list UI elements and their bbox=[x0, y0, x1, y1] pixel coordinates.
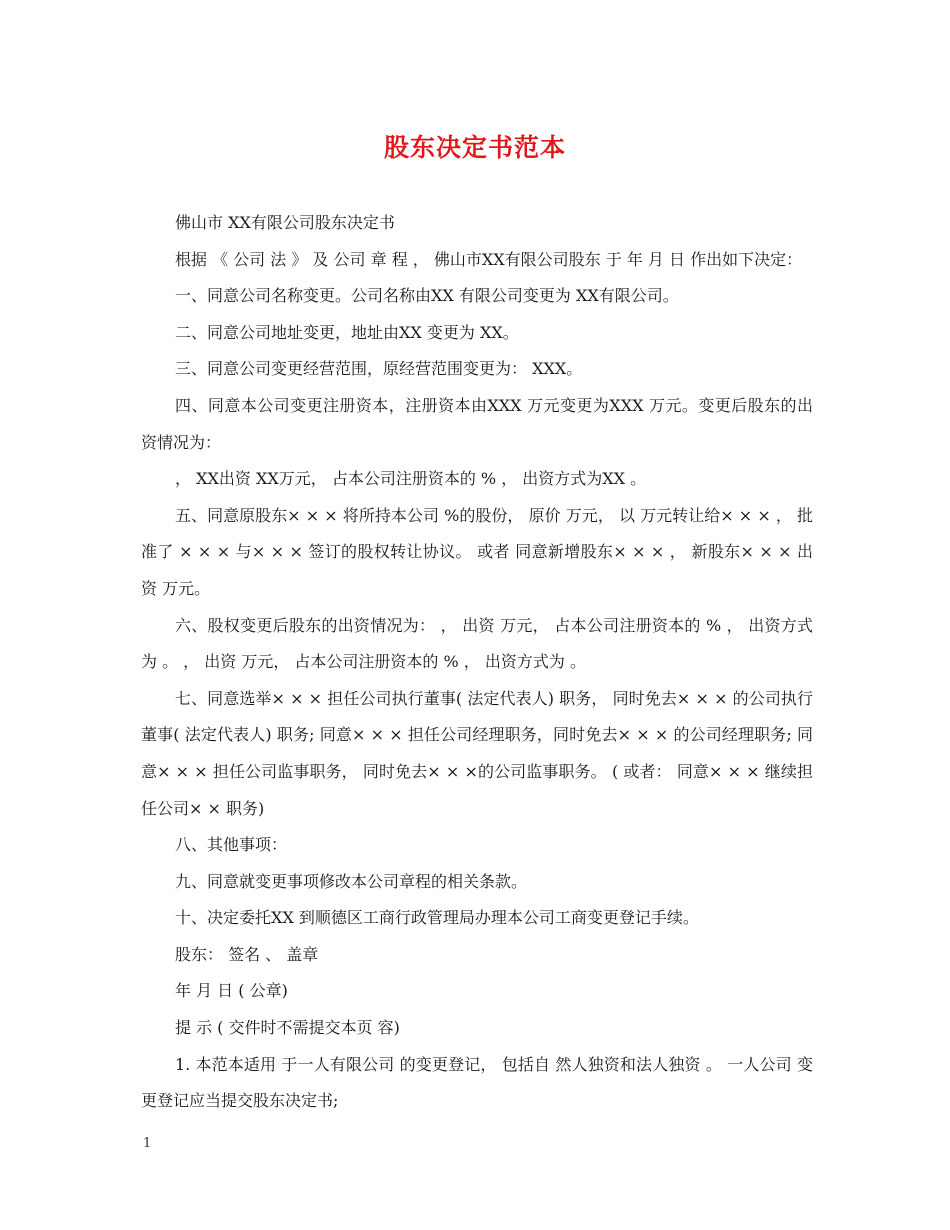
paragraph-heading: 佛山市 XX有限公司股东决定书 bbox=[175, 213, 395, 232]
paragraph-date-seal: 年 月 日 ( 公章) bbox=[175, 981, 288, 1001]
paragraph-item-9: 九、同意就变更事项修改本公司章程的相关条款。 bbox=[175, 871, 528, 891]
paragraph-capital-detail: ， XX出资 XX万元， 占本公司注册资本的 % ， 出资方式为XX 。 bbox=[175, 469, 647, 489]
paragraph-tip-1: 1. 本范本适用 于一人有限公司 的变更登记， 包括自 然人独资和法人独资 。 一人公司 变更登记应当提交股东决定书; bbox=[141, 1054, 813, 1111]
paragraph-item-8: 八、其他事项： bbox=[175, 835, 288, 855]
paragraph-item-10: 十、决定委托XX 到顺德区工商行政管理局办理本公司工商变更登记手续。 bbox=[175, 908, 699, 928]
paragraph-item-6: 六、股权变更后股东的出资情况为： ， 出资 万元， 占本公司注册资本的 % ， 出资方式为 。 ， 出资 万元， 占本公司注册资本的 % ， 出资方式为 。 bbox=[141, 615, 813, 672]
page-number: 1 bbox=[143, 1136, 152, 1151]
paragraph-tip-heading: 提 示 ( 交件时不需提交本页 容) bbox=[175, 1018, 400, 1038]
paragraph-item-4: 四、同意本公司变更注册资本，注册资本由XXX 万元变更为XXX 万元。变更后股东的出资情况为： bbox=[141, 395, 813, 452]
paragraph-item-2: 二、同意公司地址变更，地址由XX 变更为 XX。 bbox=[175, 322, 519, 342]
document-body bbox=[141, 205, 813, 1120]
document-title: 股东决定书范本 bbox=[383, 133, 566, 162]
paragraph-signature: 股东： 签名 、 盖章 bbox=[175, 944, 319, 964]
paragraph-item-1: 一、同意公司名称变更。公司名称由XX 有限公司变更为 XX有限公司。 bbox=[175, 286, 679, 306]
paragraph-item-3: 三、同意公司变更经营范围，原经营范围变更为： XXX。 bbox=[175, 359, 583, 379]
paragraph-item-7: 七、同意选举× × × 担任公司执行董事( 法定代表人) 职务， 同时免去× × × 的公司执行董事( 法定代表人) 职务; 同意× × × 担任公司经理职务，同时免去× × × 的公司经理职务; 同意× × × 担任公司监事职务， 同时免去× × ×的公司监事职务。 ( 或者： 同意× × × 继续担任公司× × 职务) bbox=[141, 688, 813, 818]
paragraph-item-5: 五、同意原股东× × × 将所持本公司 %的股份， 原价 万元， 以 万元转让给× × × ， 批准了 × × × 与× × × 签订的股权转让协议。 或者 同意新增股东× × × ， 新股东× × × 出资 万元。 bbox=[141, 505, 813, 598]
paragraph-preamble: 根据 《 公司 法 》 及 公司 章 程 ， 佛山市XX有限公司股东 于 年 月 日 作出如下决定： bbox=[175, 249, 803, 269]
